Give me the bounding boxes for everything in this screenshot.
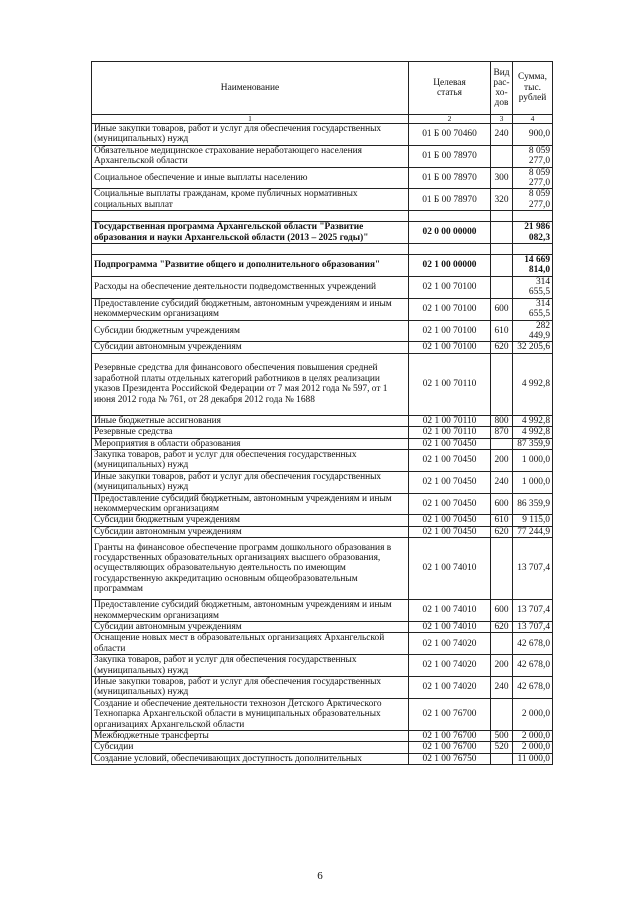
- table-row: [92, 320, 553, 342]
- vid-cell: [491, 222, 513, 244]
- table-row: [92, 677, 553, 699]
- code-cell: 02 1 00 70450: [409, 493, 491, 515]
- code-cell: 02 1 00 74020: [409, 633, 491, 655]
- name-cell: Межбюджетные трансферты: [92, 731, 409, 742]
- name-cell: Субсидии бюджетным учреждениям: [92, 515, 409, 526]
- header-name: Наименование: [92, 62, 409, 115]
- code-cell: 02 1 00 74010: [409, 600, 491, 622]
- sum-cell: 42 678,0: [513, 677, 553, 699]
- vid-cell: 620: [491, 342, 513, 353]
- header-sum: Сумма, тыс. рублей: [513, 62, 553, 115]
- name-cell: Иные бюджетные ассигнования: [92, 415, 409, 426]
- empty-cell: [513, 244, 553, 255]
- code-cell: 02 1 00 76750: [409, 753, 491, 764]
- name-cell: Иные закупки товаров, работ и услуг для обеспечения государственных (муниципальных) нужд: [92, 677, 409, 699]
- vid-cell: 240: [491, 677, 513, 699]
- code-cell: 02 0 00 00000: [409, 222, 491, 244]
- code-cell: 02 1 00 70110: [409, 353, 491, 415]
- spacer-row: [92, 244, 553, 255]
- sum-cell: 13 707,4: [513, 622, 553, 633]
- table-row: [92, 515, 553, 526]
- table-row: [92, 655, 553, 677]
- name-cell: Социальные выплаты гражданам, кроме публичных нормативных социальных выплат: [92, 189, 409, 211]
- code-cell: 02 1 00 70100: [409, 320, 491, 342]
- code-cell: 02 1 00 76700: [409, 742, 491, 753]
- table-row: [92, 493, 553, 515]
- table-row: [92, 255, 553, 277]
- sum-cell: 2 000,0: [513, 698, 553, 730]
- column-number: 4: [513, 115, 553, 124]
- name-cell: Субсидии: [92, 742, 409, 753]
- code-cell: 02 1 00 70100: [409, 298, 491, 320]
- vid-cell: 620: [491, 526, 513, 537]
- vid-cell: 600: [491, 600, 513, 622]
- code-cell: 01 Б 00 78970: [409, 167, 491, 189]
- vid-cell: [491, 698, 513, 730]
- code-cell: 02 1 00 74010: [409, 622, 491, 633]
- vid-cell: 240: [491, 471, 513, 493]
- sum-cell: 1 000,0: [513, 471, 553, 493]
- vid-cell: 620: [491, 622, 513, 633]
- vid-cell: 500: [491, 731, 513, 742]
- table-row: [92, 731, 553, 742]
- table-body: [92, 124, 553, 765]
- empty-cell: [409, 211, 491, 222]
- vid-cell: 200: [491, 655, 513, 677]
- code-cell: 02 1 00 74020: [409, 655, 491, 677]
- header-vid: Вид рас- хо- дов: [491, 62, 513, 115]
- code-cell: 02 1 00 70100: [409, 276, 491, 298]
- vid-cell: [491, 255, 513, 277]
- sum-cell: 11 000,0: [513, 753, 553, 764]
- code-cell: 02 1 00 00000: [409, 255, 491, 277]
- table-row: [92, 449, 553, 471]
- table-row: [92, 222, 553, 244]
- code-cell: 02 1 00 70100: [409, 342, 491, 353]
- sum-cell: 8 059 277,0: [513, 189, 553, 211]
- name-cell: Субсидии автономным учреждениям: [92, 622, 409, 633]
- table-row: [92, 742, 553, 753]
- table-row: [92, 145, 553, 167]
- table-row: [92, 471, 553, 493]
- code-cell: 01 Б 00 78970: [409, 189, 491, 211]
- vid-cell: [491, 753, 513, 764]
- vid-cell: 800: [491, 415, 513, 426]
- name-cell: Резервные средства: [92, 427, 409, 438]
- name-cell: Гранты на финансовое обеспечение программ дошкольного образования в государственных образовательных организациях высшего образования, осуществляющих образовательную деятельность по имеющим государственную аккредитацию основным общеобразовательным программам: [92, 538, 409, 600]
- vid-cell: 520: [491, 742, 513, 753]
- code-cell: 01 Б 00 70460: [409, 124, 491, 146]
- sum-cell: 4 992,8: [513, 353, 553, 415]
- empty-cell: [92, 211, 409, 222]
- sum-cell: 32 205,6: [513, 342, 553, 353]
- name-cell: Оснащение новых мест в образовательных организациях Архангельской области: [92, 633, 409, 655]
- sum-cell: 86 359,9: [513, 493, 553, 515]
- name-cell: Создание и обеспечение деятельности технозон Детского Арктического Технопарка Архангельской области в муниципальных образовательных организациях Архангельской области: [92, 698, 409, 730]
- table-row: [92, 342, 553, 353]
- empty-cell: [491, 244, 513, 255]
- table-row: [92, 167, 553, 189]
- name-cell: Предоставление субсидий бюджетным, автономным учреждениям и иным некоммерческим организациям: [92, 600, 409, 622]
- header-code: Целевая статья: [409, 62, 491, 115]
- vid-cell: 200: [491, 449, 513, 471]
- table-row: [92, 298, 553, 320]
- sum-cell: 1 000,0: [513, 449, 553, 471]
- table-row: [92, 600, 553, 622]
- column-number: 1: [92, 115, 409, 124]
- name-cell: Обязательное медицинское страхование неработающего населения Архангельской области: [92, 145, 409, 167]
- empty-cell: [491, 211, 513, 222]
- sum-cell: 87 359,9: [513, 438, 553, 449]
- sum-cell: 282 449,9: [513, 320, 553, 342]
- vid-cell: [491, 276, 513, 298]
- sum-cell: 314 655,5: [513, 276, 553, 298]
- name-cell: Мероприятия в области образования: [92, 438, 409, 449]
- sum-cell: 77 244,9: [513, 526, 553, 537]
- sum-cell: 9 115,0: [513, 515, 553, 526]
- sum-cell: 900,0: [513, 124, 553, 146]
- vid-cell: 320: [491, 189, 513, 211]
- code-cell: 02 1 00 70450: [409, 471, 491, 493]
- name-cell: Субсидии бюджетным учреждениям: [92, 320, 409, 342]
- code-cell: 01 Б 00 78970: [409, 145, 491, 167]
- vid-cell: 600: [491, 493, 513, 515]
- spacer-row: [92, 211, 553, 222]
- table-row: [92, 438, 553, 449]
- name-cell: Предоставление субсидий бюджетным, автономным учреждениям и иным некоммерческим организациям: [92, 298, 409, 320]
- vid-cell: [491, 633, 513, 655]
- sum-cell: 13 707,4: [513, 538, 553, 600]
- name-cell: Иные закупки товаров, работ и услуг для обеспечения государственных (муниципальных) нужд: [92, 124, 409, 146]
- vid-cell: 240: [491, 124, 513, 146]
- column-number: 3: [491, 115, 513, 124]
- code-cell: 02 1 00 70110: [409, 427, 491, 438]
- name-cell: Субсидии автономным учреждениям: [92, 342, 409, 353]
- name-cell: Государственная программа Архангельской области "Развитие образования и науки Архангельской области (2013 – 2025 годы)": [92, 222, 409, 244]
- sum-cell: 13 707,4: [513, 600, 553, 622]
- sum-cell: 4 992,8: [513, 427, 553, 438]
- code-cell: 02 1 00 74020: [409, 677, 491, 699]
- name-cell: Расходы на обеспечение деятельности подведомственных учреждений: [92, 276, 409, 298]
- name-cell: Субсидии автономным учреждениям: [92, 526, 409, 537]
- vid-cell: 600: [491, 298, 513, 320]
- sum-cell: 314 655,5: [513, 298, 553, 320]
- name-cell: Социальное обеспечение и иные выплаты населению: [92, 167, 409, 189]
- sum-cell: 14 669 814,0: [513, 255, 553, 277]
- name-cell: Закупка товаров, работ и услуг для обеспечения государственных (муниципальных) нужд: [92, 655, 409, 677]
- code-cell: 02 1 00 70450: [409, 438, 491, 449]
- code-cell: 02 1 00 70450: [409, 449, 491, 471]
- code-cell: 02 1 00 70450: [409, 526, 491, 537]
- empty-cell: [409, 244, 491, 255]
- table-row: [92, 353, 553, 415]
- table-header: [92, 62, 553, 124]
- vid-cell: 870: [491, 427, 513, 438]
- sum-cell: 8 059 277,0: [513, 167, 553, 189]
- table-row: [92, 189, 553, 211]
- table-row: [92, 415, 553, 426]
- table-row: [92, 622, 553, 633]
- name-cell: Резервные средства для финансового обеспечения повышения средней заработной платы отдельных категорий работников в целях реализации указов Президента Российской Федерации от 7 мая 2012 года № 597, от 1 июня 2012 года № 761, от 28 декабря 2012 года № 1688: [92, 353, 409, 415]
- table-row: [92, 698, 553, 730]
- vid-cell: [491, 353, 513, 415]
- code-cell: 02 1 00 76700: [409, 731, 491, 742]
- table-row: [92, 526, 553, 537]
- sum-cell: 21 986 082,3: [513, 222, 553, 244]
- table-row: [92, 124, 553, 146]
- vid-cell: 610: [491, 320, 513, 342]
- code-cell: 02 1 00 70110: [409, 415, 491, 426]
- vid-cell: [491, 438, 513, 449]
- table-row: [92, 538, 553, 600]
- code-cell: 02 1 00 70450: [409, 515, 491, 526]
- empty-cell: [513, 211, 553, 222]
- name-cell: Подпрограмма "Развитие общего и дополнительного образования": [92, 255, 409, 277]
- empty-cell: [92, 244, 409, 255]
- budget-table: [91, 61, 553, 765]
- sum-cell: 2 000,0: [513, 742, 553, 753]
- vid-cell: 610: [491, 515, 513, 526]
- table-row: [92, 753, 553, 764]
- name-cell: Иные закупки товаров, работ и услуг для обеспечения государственных (муниципальных) нужд: [92, 471, 409, 493]
- vid-cell: [491, 538, 513, 600]
- sum-cell: 2 000,0: [513, 731, 553, 742]
- sum-cell: 42 678,0: [513, 633, 553, 655]
- code-cell: 02 1 00 74010: [409, 538, 491, 600]
- name-cell: Предоставление субсидий бюджетным, автономным учреждениям и иным некоммерческим организациям: [92, 493, 409, 515]
- table-row: [92, 633, 553, 655]
- code-cell: 02 1 00 76700: [409, 698, 491, 730]
- page-number: 6: [317, 870, 323, 882]
- vid-cell: [491, 145, 513, 167]
- column-number: 2: [409, 115, 491, 124]
- table-row: [92, 427, 553, 438]
- sum-cell: 4 992,8: [513, 415, 553, 426]
- sum-cell: 8 059 277,0: [513, 145, 553, 167]
- name-cell: Создание условий, обеспечивающих доступность дополнительных: [92, 753, 409, 764]
- name-cell: Закупка товаров, работ и услуг для обеспечения государственных (муниципальных) нужд: [92, 449, 409, 471]
- vid-cell: 300: [491, 167, 513, 189]
- table-row: [92, 276, 553, 298]
- sum-cell: 42 678,0: [513, 655, 553, 677]
